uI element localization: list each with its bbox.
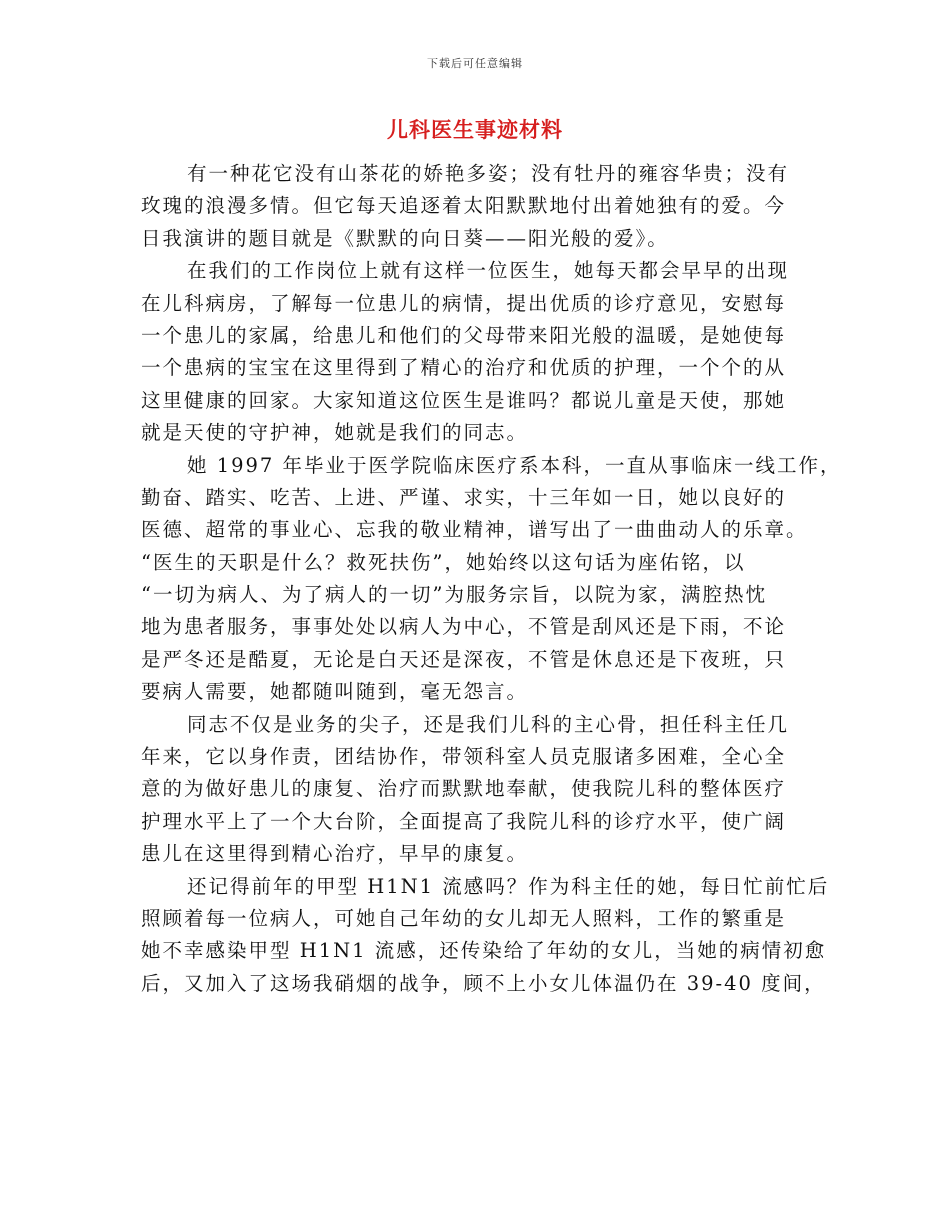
text-line: 一个患儿的家属，给患儿和他们的父母带来阳光般的温暖，是她使每 — [141, 323, 787, 347]
text-line: 她 1997 年毕业于医学院临床医疗系本科，一直从事临床一线工作， — [187, 453, 842, 477]
text-line: 还记得前年的甲型 H1N1 流感吗？作为科主任的她，每日忙前忙后 — [187, 874, 830, 898]
text-line: 她不幸感染甲型 H1N1 流感，还传染给了年幼的女儿，当她的病情初愈 — [141, 939, 827, 963]
text-line: 玫瑰的浪漫多情。但它每天追逐着太阳默默地付出着她独有的爱。今 — [141, 194, 787, 218]
text-line: 有一种花它没有山茶花的娇艳多姿；没有牡丹的雍容华贵；没有 — [187, 162, 790, 185]
text-line: 照顾着每一位病人，可她自己年幼的女儿却无人照料，工作的繁重是 — [141, 906, 787, 930]
text-line: 地为患者服务，事事处处以病人为中心，不管是刮风还是下雨，不论 — [141, 615, 787, 639]
paragraph — [141, 255, 817, 449]
text-line: 勤奋、踏实、吃苦、上进、严谨、求实，十三年如一日，她以良好的 — [141, 485, 787, 509]
text-line: 就是天使的守护神，她就是我们的同志。 — [141, 421, 529, 445]
text-line: 一个患病的宝宝在这里得到了精心的治疗和优质的护理，一个个的从 — [141, 356, 787, 380]
text-line: 日我演讲的题目就是《默默的向日葵——阳光般的爱》。 — [141, 226, 669, 250]
text-line: 要病人需要，她都随叫随到，毫无怨言。 — [141, 680, 529, 704]
text-line: 意的为做好患儿的康复、治疗而默默地奉献，使我院儿科的整体医疗 — [141, 777, 787, 801]
paragraph — [141, 709, 817, 871]
text-line: 同志不仅是业务的尖子，还是我们儿科的主心骨，担任科主任几 — [187, 712, 790, 736]
paragraph — [141, 871, 830, 1001]
document-title: 儿科医生事迹材料 — [387, 117, 563, 142]
text-line: “医生的天职是什么？救死扶伤”，她始终以这句话为座佑铭，以 — [141, 550, 746, 574]
paragraph — [141, 158, 817, 255]
text-line: 护理水平上了一个大台阶，全面提高了我院儿科的诊疗水平，使广阔 — [141, 809, 787, 833]
header-note: 下载后可任意编辑 — [427, 57, 523, 70]
text-line: 后，又加入了这场我硝烟的战争，顾不上小女儿体温仍在 39-40 度间， — [141, 971, 826, 995]
text-line: “一切为病人、为了病人的一切”为服务宗旨，以院为家，满腔热忱 — [141, 583, 767, 607]
text-line: 年来，它以身作责，团结协作，带领科室人员克服诸多困难，全心全 — [141, 745, 787, 769]
text-line: 在儿科病房，了解每一位患儿的病情，提出优质的诊疗意见，安慰每 — [141, 291, 787, 315]
text-line: 患儿在这里得到精心治疗，早早的康复。 — [141, 842, 529, 866]
text-line: 是严冬还是酷夏，无论是白天还是深夜，不管是休息还是下夜班，只 — [141, 647, 787, 671]
document-body — [141, 158, 842, 1000]
text-line: 医德、超常的事业心、忘我的敬业精神，谱写出了一曲曲动人的乐章。 — [141, 518, 808, 542]
text-line: 这里健康的回家。大家知道这位医生是谁吗？都说儿童是天使，那她 — [141, 388, 787, 412]
paragraph — [141, 450, 842, 709]
text-line: 在我们的工作岗位上就有这样一位医生，她每天都会早早的出现 — [187, 259, 790, 283]
